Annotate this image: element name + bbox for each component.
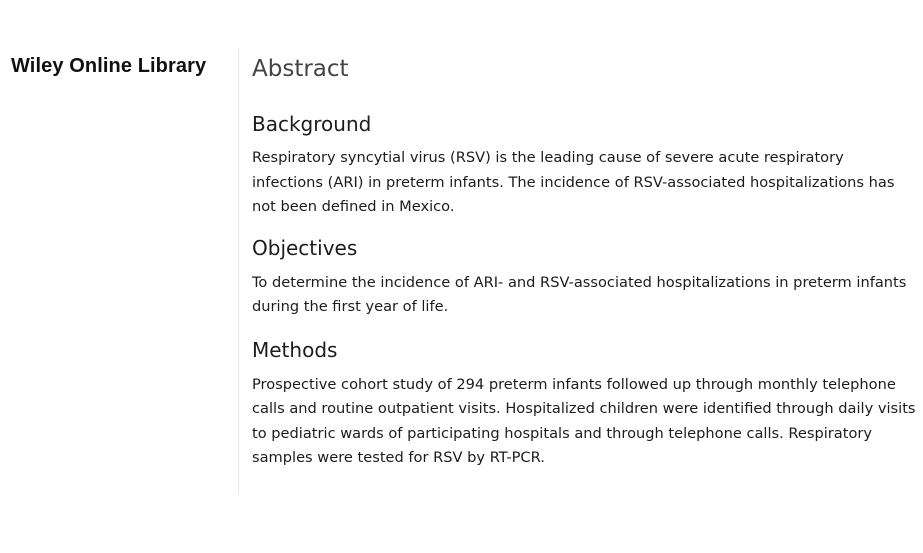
objectives-heading: Objectives — [252, 235, 358, 260]
wiley-online-library-logo[interactable]: Wiley Online Library — [11, 55, 207, 77]
objectives-text: To determine the incidence of ARI- and RSV-associated hospitalizations in preterm infants during the first year of life. — [252, 273, 907, 315]
methods-text: Prospective cohort study of 294 preterm infants followed up through monthly telephone calls and routine outpatient visits. Hospitalized children were identified through daily visits to pediatric wards of participating hospitals and through telephone calls. Respiratory samples were tested for RSV by RT-PCR. — [252, 375, 916, 466]
methods-heading: Methods — [252, 337, 338, 362]
column-divider — [238, 48, 239, 494]
background-heading: Background — [252, 112, 372, 136]
abstract-title: Abstract — [252, 56, 349, 82]
background-text: Respiratory syncytial virus (RSV) is the leading cause of severe acute respiratory infections (ARI) in preterm infants. The incidence of RSV-associated hospitalizations has not been defined in Mexico. — [252, 149, 895, 215]
abstract-section — [252, 54, 918, 471]
